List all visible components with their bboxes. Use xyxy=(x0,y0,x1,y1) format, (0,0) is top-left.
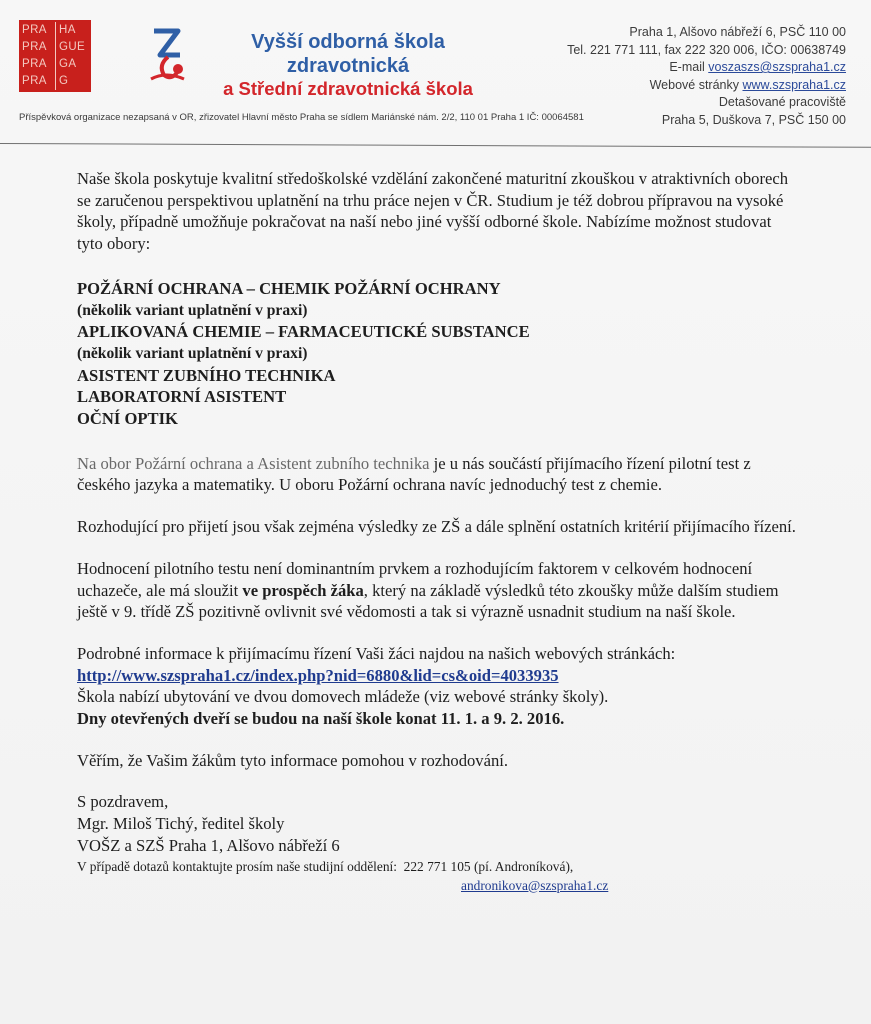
signature-name: Mgr. Miloš Tichý, ředitel školy xyxy=(77,814,285,834)
logo-word: PRA xyxy=(22,24,47,36)
school-name-line2: a Střední zdravotnická škola xyxy=(223,78,473,99)
branch-label: Detašované pracoviště xyxy=(718,95,846,109)
greeting: S pozdravem, xyxy=(77,792,169,812)
evaluation-text: Hodnocení pilotního testu není dominantním prvkem a rozhodujícím faktorem v celkovém hodnocení uchazeče, ale má sloužit xyxy=(77,558,753,600)
contact-web-label: Webové stránky xyxy=(649,77,739,92)
contact-note: V případě dotazů kontaktujte prosím naše studijní oddělení: xyxy=(77,858,397,874)
logo-word: PRA xyxy=(22,41,47,53)
exam-paragraph xyxy=(77,453,797,496)
signature-school: VOŠZ a SZŠ Praha 1, Alšovo nábřeží 6 xyxy=(77,835,340,855)
dormitory-note: Škola nabízí ubytování ve dvou domovech mládeže (viz webové stránky školy). xyxy=(77,687,609,707)
decisive-paragraph: Rozhodující pro přijetí jsou však zejména výsledky ze ZŠ a dále splnění ostatních kritérií přijímacího řízení. xyxy=(77,517,796,537)
program-item: APLIKOVANÁ CHEMIE – FARMACEUTICKÉ SUBSTANCE xyxy=(77,322,530,342)
study-dept-contact xyxy=(77,857,797,876)
logo-word: GA xyxy=(55,56,88,73)
info-intro: Podrobné informace k přijímacímu řízení Vaši žáci najdou na našich webových stránkách: xyxy=(77,643,676,663)
admission-info-link[interactable]: http://www.szspraha1.cz/index.php?nid=6880&lid=cs&oid=4033935 xyxy=(77,665,559,685)
programs-list xyxy=(77,278,797,430)
contact-phone-number: 222 771 105 (pí. Androníková), xyxy=(403,858,574,874)
open-days-note: Dny otevřených dveří se budou na naší škole konat 11. 1. a 9. 2. 2016. xyxy=(77,709,565,729)
program-note: (několik variant uplatnění v praxi) xyxy=(77,301,308,319)
logo-word: PRA xyxy=(22,58,47,70)
logo-word: HA xyxy=(55,22,88,39)
program-item: POŽÁRNÍ OCHRANA – CHEMIK POŽÁRNÍ OCHRANY xyxy=(77,278,501,298)
contact-address: Praha 1, Alšovo nábřeží 6, PSČ 110 00 xyxy=(629,25,846,39)
contact-web-link[interactable]: www.szspraha1.cz xyxy=(742,77,846,92)
contact-email-row xyxy=(526,59,846,77)
evaluation-text-end: , který na základě výsledků této zkoušky může dalším studiem ještě v 9. třídě ZŠ pozitivně ovlivnit své vědomosti a tak si výrazně usnadnit studium na naší škole. xyxy=(77,580,779,622)
intro-paragraph: Naše škola poskytuje kvalitní středoškolské vzdělání zakončené maturitní zkouškou v atraktivních oborech se zaručenou perspektivou uplatnění na trhu práce nejen v ČR. Studium je též dobrou přípravou na vysoké školy, případně umožňuje pokračovat na naší nebo jiné vyšší odborné škole. Nabízíme možnost studovat tyto obory: xyxy=(77,169,789,254)
praha-city-logo xyxy=(19,20,91,92)
organization-note: Příspěvková organizace nezapsaná v OR, zřizovatel Hlavní město Praha se sídlem Mariánské nám. 2/2, 110 01 Praha 1 IČ: 00064581 xyxy=(19,112,584,123)
contact-phone: Tel. 221 771 111, fax 222 320 006, IČO: 00638749 xyxy=(567,42,846,57)
branch-address: Praha 5, Duškova 7, PSČ 150 00 xyxy=(661,112,846,127)
evaluation-paragraph xyxy=(77,558,797,623)
logo-word: PRA xyxy=(22,75,47,87)
school-name-line1: Vyšší odborná škola zdravotnická xyxy=(251,31,445,77)
letter-body xyxy=(77,168,797,895)
school-name xyxy=(198,30,498,100)
contact-web-row xyxy=(526,77,846,95)
school-logo-icon xyxy=(148,25,188,83)
program-item: ASISTENT ZUBNÍHO TECHNIKA xyxy=(77,365,336,385)
program-item: OČNÍ OPTIK xyxy=(77,409,178,429)
evaluation-emphasis: ve prospěch žáka xyxy=(242,580,364,600)
program-note: (několik variant uplatnění v praxi) xyxy=(77,344,308,362)
program-item: LABORATORNÍ ASISTENT xyxy=(77,387,287,407)
exam-paragraph-start: Na obor Požární ochrana a Asistent zubního technika xyxy=(77,453,430,473)
logo-word: G xyxy=(55,73,88,90)
contact-email-link[interactable]: voszaszs@szspraha1.cz xyxy=(708,60,846,74)
closing-sentence: Věřím, že Vašim žákům tyto informace pomohou v rozhodování. xyxy=(77,750,509,770)
study-dept-email-link[interactable]: andronikova@szspraha1.cz xyxy=(461,877,609,893)
header-divider xyxy=(0,143,871,148)
logo-word: GUE xyxy=(55,39,88,56)
exam-paragraph-rest: je u nás součástí přijímacího řízení pilotní test z českého jazyka a matematiky. U oboru Požární ochrana navíc jednoduchý test z chemie. xyxy=(77,453,751,495)
contact-email-label: E-mail xyxy=(669,60,705,74)
